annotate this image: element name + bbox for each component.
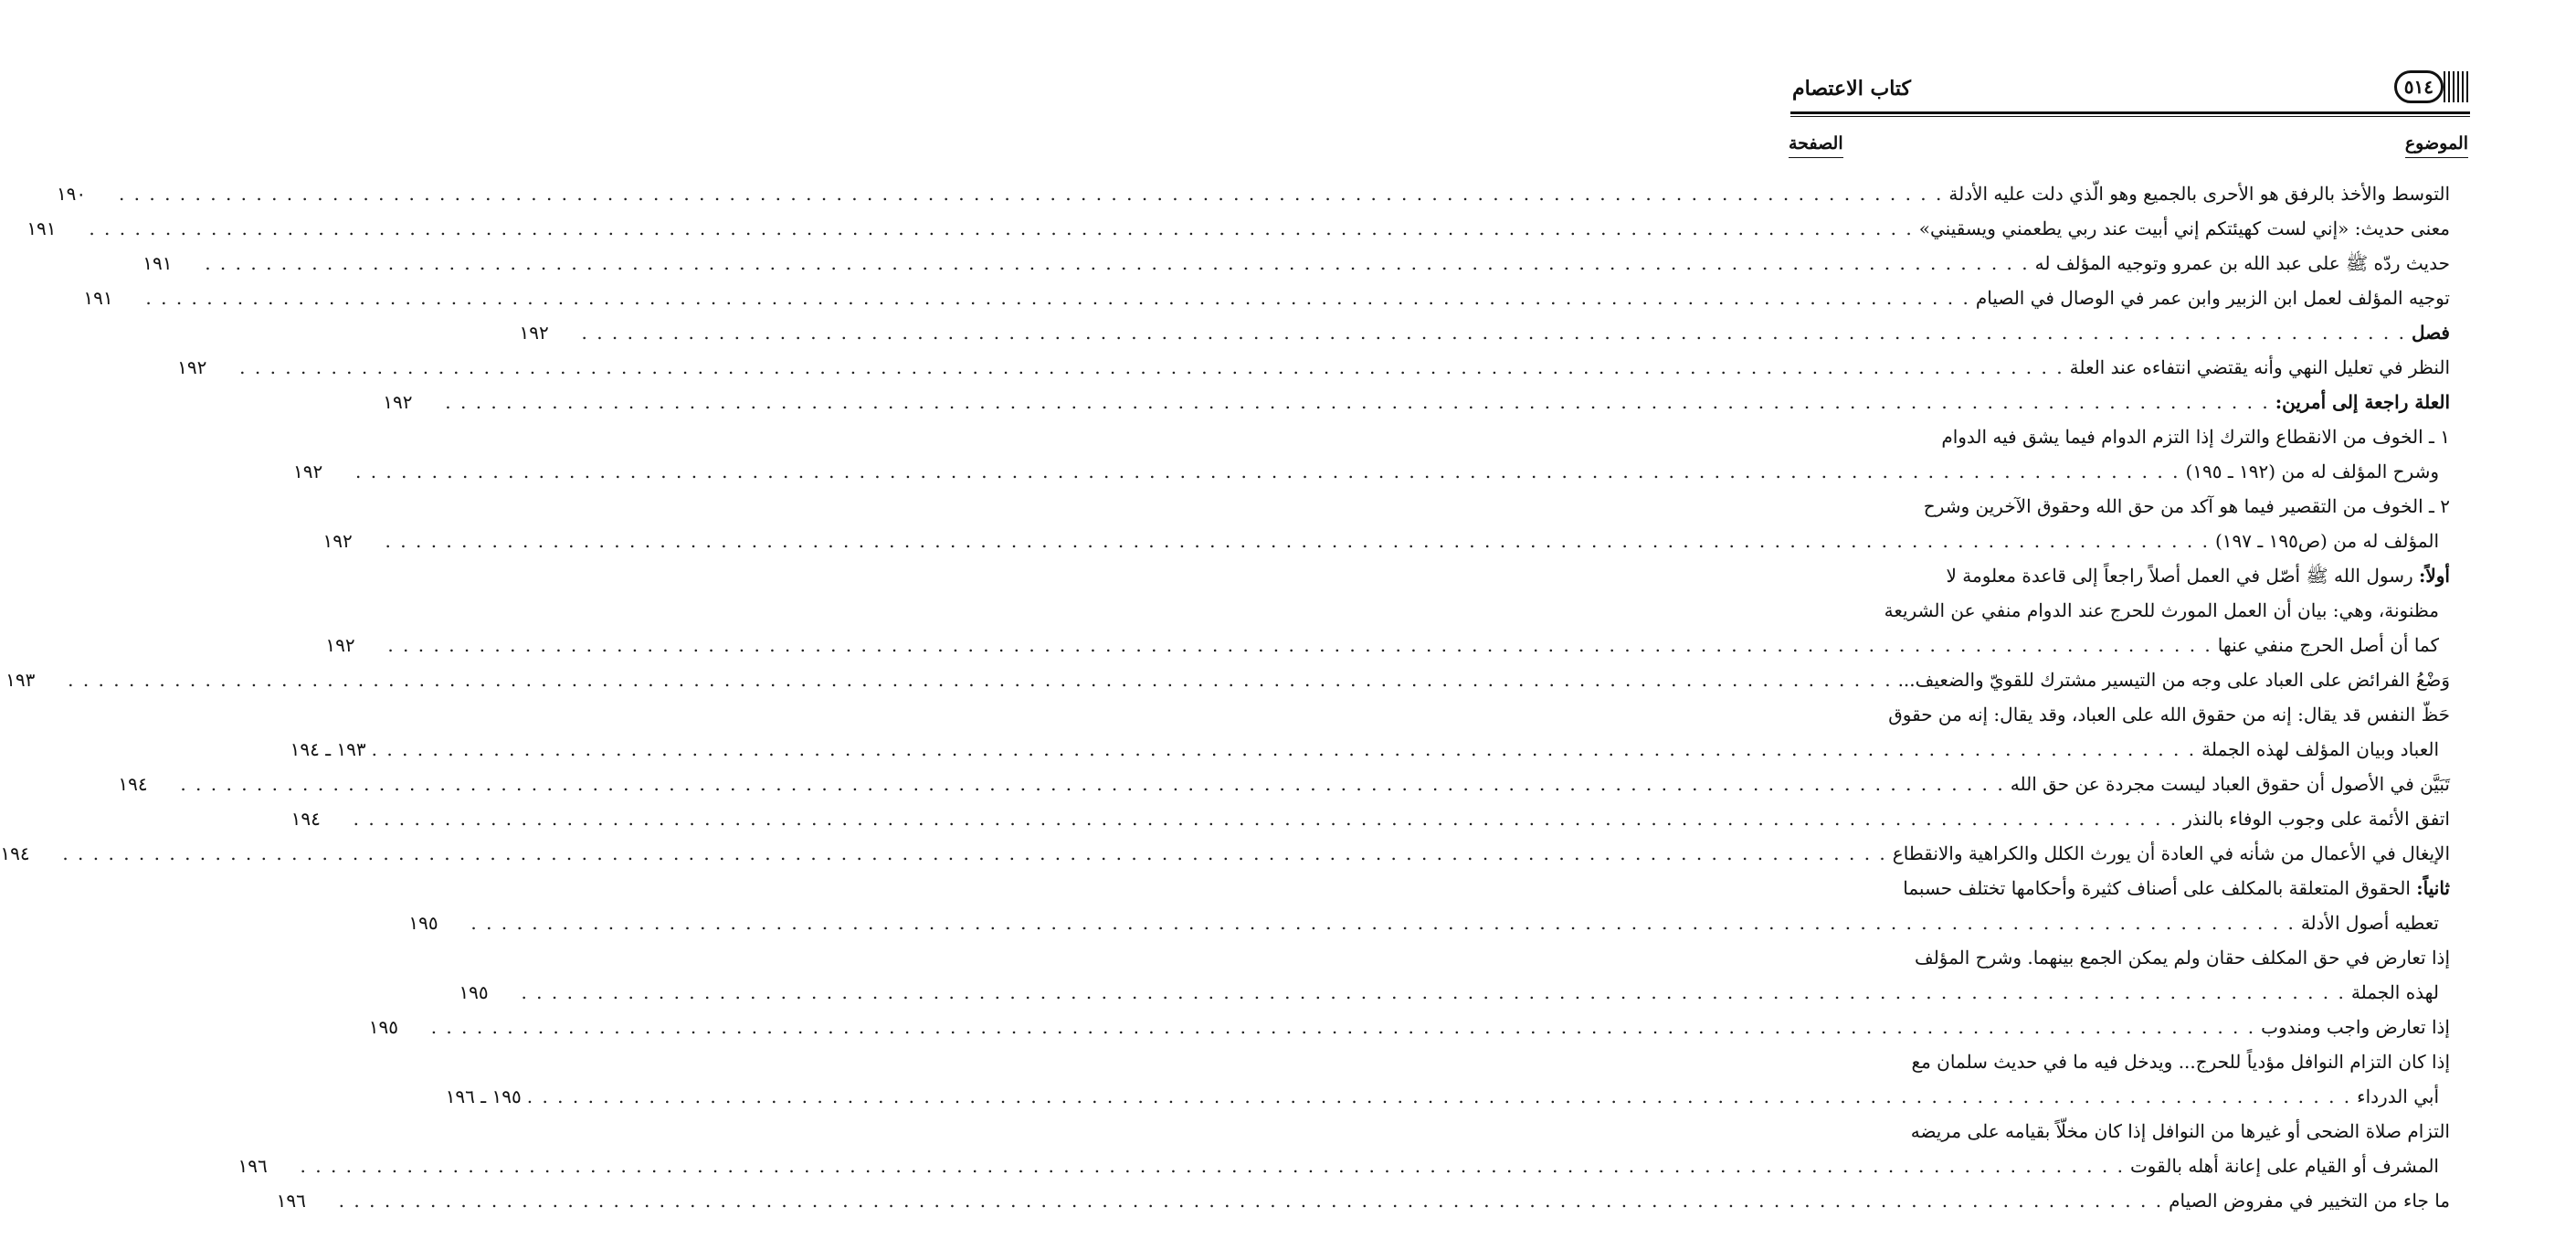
index-entry-line bbox=[26, 211, 2450, 246]
entry-lead-label: ثانياً: bbox=[2416, 877, 2450, 899]
entry-title: التوسط والأخذ بالرفق هو الأحرى بالجميع وهو الّذي دلت عليه الأدلة bbox=[1948, 183, 2450, 205]
header-rule bbox=[1790, 111, 2470, 114]
entry-page-number: ١٩٦ bbox=[238, 1155, 268, 1177]
entry-page-number: ١٩٠ bbox=[56, 183, 87, 205]
entry-page-number: ١٩١ bbox=[143, 252, 173, 274]
dot-leader: . . . . . . . . . . . . . . . . . . . . . . . . . . . . . . . . . . . . . . . . . . . . . . . . . . . . . . . . . . . . . . . . . . . . . . . . . . . . . . . . . . . . . . . . . . . . . . . . . . . . . . . . . . . . . . . . . . . . . . . . bbox=[371, 738, 2197, 760]
entry-text bbox=[2351, 975, 2439, 1010]
ornament-bars-icon bbox=[2444, 71, 2468, 102]
entry-text bbox=[2261, 1010, 2450, 1044]
index-entry-line bbox=[519, 315, 2450, 350]
index-list bbox=[0, 176, 2450, 1218]
entry-title: المؤلف له من (ص١٩٥ ـ ١٩٧) bbox=[2214, 530, 2439, 552]
entry-text bbox=[1903, 871, 2450, 905]
entry-title: وَضْعُ الفرائض على العباد على وجه من التيسير مشترك للقويّ والضعيف... bbox=[1897, 669, 2450, 691]
index-entry-line bbox=[56, 176, 2450, 211]
entry-text bbox=[2035, 246, 2450, 281]
entry-page-number: ١٩٢ bbox=[293, 461, 323, 482]
page-number: ٥١٤ bbox=[2394, 70, 2444, 103]
entry-text bbox=[1919, 211, 2450, 246]
entry-title: معنى حديث: «إني لست كهيئتكم إني أبيت عند ربي يطعمني ويسقيني» bbox=[1918, 217, 2450, 239]
entry-title: المشرف أو القيام على إعانة أهله بالقوت bbox=[2129, 1155, 2439, 1177]
entry-page-number: ١٩٢ bbox=[519, 322, 549, 344]
entry-title: توجيه المؤلف لعمل ابن الزبير وابن عمر في الوصال في الصيام bbox=[1975, 287, 2450, 309]
entry-text bbox=[1915, 940, 2450, 975]
entry-page-number: ١٩١ bbox=[26, 217, 57, 239]
index-entry-line bbox=[445, 1079, 2450, 1114]
running-header-title: كتاب الاعتصام bbox=[1792, 77, 1912, 101]
column-header-page: الصفحة bbox=[1789, 133, 1843, 158]
dot-leader: . . . . . . . . . . . . . . . . . . . . . . . . . . . . . . . . . . . . . . . . . . . . . . . . . . . . . . . . . . . . . . . . . . . . . . . . . . . . . . . . . . . . . . . . . . . . . . . . . . . . . . . . . . . . . . . . . . . . . . . . bbox=[385, 530, 2210, 552]
index-entry-line bbox=[368, 1010, 2450, 1044]
index-entry-line bbox=[408, 905, 2450, 940]
entry-title: إذا كان التزام النوافل مؤدياً للحرج... ويدخل فيه ما في حديث سلمان مع bbox=[1911, 1051, 2450, 1073]
entry-text bbox=[2412, 315, 2450, 350]
dot-leader: . . . . . . . . . . . . . . . . . . . . . . . . . . . . . . . . . . . . . . . . . . . . . . . . . . . . . . . . . . . . . . . . . . . . . . . . . . . . . . . . . . . . . . . . . . . . . . . . . . . . . . . . . . . . . . . . . . . . . . . . bbox=[180, 773, 2005, 795]
entry-title: الإيغال في الأعمال من شأنه في العادة أن يورث الكلل والكراهية والانقطاع bbox=[1892, 842, 2450, 864]
entry-text bbox=[1976, 281, 2450, 315]
entry-text bbox=[1924, 489, 2450, 524]
entry-title: ١ ـ الخوف من الانقطاع والترك إذا التزم الدوام فيما يشق فيه الدوام bbox=[1941, 426, 2450, 448]
index-entry-line bbox=[383, 385, 2450, 419]
index-entry-line bbox=[322, 524, 2450, 558]
entry-text bbox=[2183, 801, 2450, 836]
index-entry-line bbox=[143, 246, 2450, 281]
dot-leader: . . . . . . . . . . . . . . . . . . . . . . . . . . . . . . . . . . . . . . . . . . . . . . . . . . . . . . . . . . . . . . . . . . . . . . . . . . . . . . . . . . . . . . . . . . . . . . . . . . . . . . . . . . . . . . . . . . . . . . . . bbox=[239, 356, 2064, 378]
entry-page-number: ١٩١ bbox=[83, 287, 113, 309]
entry-title: مظنونة، وهي: بيان أن العمل المورث للحرج عند الدوام منفي عن الشريعة bbox=[1884, 599, 2439, 621]
dot-leader: . . . . . . . . . . . . . . . . . . . . . . . . . . . . . . . . . . . . . . . . . . . . . . . . . . . . . . . . . . . . . . . . . . . . . . . . . . . . . . . . . . . . . . . . . . . . . . . . . . . . . . . . . . . . . . . . . . . . . . . . bbox=[581, 322, 2406, 344]
dot-leader: . . . . . . . . . . . . . . . . . . . . . . . . . . . . . . . . . . . . . . . . . . . . . . . . . . . . . . . . . . . . . . . . . . . . . . . . . . . . . . . . . . . . . . . . . . . . . . . . . . . . . . . . . . . . . . . . . . . . . . . . bbox=[526, 1085, 2352, 1107]
entry-page-number: ١٩٥ bbox=[459, 981, 489, 1003]
dot-leader: . . . . . . . . . . . . . . . . . . . . . . . . . . . . . . . . . . . . . . . . . . . . . . . . . . . . . . . . . . . . . . . . . . . . . . . . . . . . . . . . . . . . . . . . . . . . . . . . . . . . . . . . . . . . . . . . . . . . . . . . bbox=[205, 252, 2030, 274]
index-entry bbox=[5, 662, 2450, 697]
entry-text bbox=[1884, 593, 2439, 628]
dot-leader: . . . . . . . . . . . . . . . . . . . . . . . . . . . . . . . . . . . . . . . . . . . . . . . . . . . . . . . . . . . . . . . . . . . . . . . . . . . . . . . . . . . . . . . . . . . . . . . . . . . . . . . . . . . . . . . . . . . . . . . . bbox=[68, 669, 1893, 691]
entry-title: النظر في تعليل النهي وأنه يقتضي انتفاءه عند العلة bbox=[2069, 356, 2450, 378]
index-entry bbox=[118, 767, 2450, 801]
entry-text bbox=[2301, 905, 2439, 940]
entry-title: العباد وبيان المؤلف لهذه الجملة bbox=[2201, 738, 2439, 760]
index-entry-line bbox=[325, 628, 2450, 662]
entry-page-number: ١٩٢ bbox=[325, 634, 355, 656]
entry-title: رسول الله ﷺ أصّل في العمل أصلاً راجعاً إلى قاعدة معلومة لا bbox=[1946, 565, 2413, 587]
index-entry-line bbox=[1811, 940, 2450, 975]
entry-page-number: ١٩٤ bbox=[118, 773, 148, 795]
entry-title: اتفق الأئمة على وجوب الوفاء بالنذر bbox=[2183, 808, 2450, 830]
index-entry-line bbox=[290, 801, 2450, 836]
entry-title: التزام صلاة الضحى أو غيرها من النوافل إذا كان مخلّاً بقيامه على مريضه bbox=[1910, 1120, 2450, 1142]
index-entry-line bbox=[293, 454, 2450, 489]
entry-text bbox=[2011, 767, 2450, 801]
index-entry bbox=[83, 281, 2450, 315]
index-entry-line bbox=[1811, 419, 2450, 454]
index-entry-line bbox=[83, 281, 2450, 315]
dot-leader: . . . . . . . . . . . . . . . . . . . . . . . . . . . . . . . . . . . . . . . . . . . . . . . . . . . . . . . . . . . . . . . . . . . . . . . . . . . . . . . . . . . . . . . . . . . . . . . . . . . . . . . . . . . . . . . . . . . . . . . . bbox=[445, 391, 2270, 413]
entry-title: لهذه الجملة bbox=[2350, 981, 2439, 1003]
entry-lead-label: أولاً: bbox=[2418, 565, 2450, 587]
index-entry bbox=[383, 385, 2450, 419]
entry-page-number: ١٩٥ ـ ١٩٦ bbox=[445, 1085, 522, 1107]
index-entry-line bbox=[238, 1149, 2450, 1183]
index-entry bbox=[408, 871, 2450, 940]
entry-page-number: ١٩٥ bbox=[408, 912, 438, 934]
dot-leader: . . . . . . . . . . . . . . . . . . . . . . . . . . . . . . . . . . . . . . . . . . . . . . . . . . . . . . . . . . . . . . . . . . . . . . . . . . . . . . . . . . . . . . . . . . . . . . . . . . . . . . . . . . . . . . . . . . . . . . . . bbox=[470, 912, 2296, 934]
index-entry bbox=[177, 350, 2450, 385]
dot-leader: . . . . . . . . . . . . . . . . . . . . . . . . . . . . . . . . . . . . . . . . . . . . . . . . . . . . . . . . . . . . . . . . . . . . . . . . . . . . . . . . . . . . . . . . . . . . . . . . . . . . . . . . . . . . . . . . . . . . . . . . bbox=[89, 217, 1914, 239]
entry-page-number: ١٩٢ bbox=[322, 530, 353, 552]
index-entry-line bbox=[276, 1183, 2450, 1218]
entry-text bbox=[2070, 350, 2450, 385]
index-entry-line bbox=[290, 732, 2450, 767]
entry-text bbox=[1948, 176, 2450, 211]
dot-leader: . . . . . . . . . . . . . . . . . . . . . . . . . . . . . . . . . . . . . . . . . . . . . . . . . . . . . . . . . . . . . . . . . . . . . . . . . . . . . . . . . . . . . . . . . . . . . . . . . . . . . . . . . . . . . . . . . . . . . . . . bbox=[300, 1155, 2125, 1177]
index-entry bbox=[143, 246, 2450, 281]
dot-leader: . . . . . . . . . . . . . . . . . . . . . . . . . . . . . . . . . . . . . . . . . . . . . . . . . . . . . . . . . . . . . . . . . . . . . . . . . . . . . . . . . . . . . . . . . . . . . . . . . . . . . . . . . . . . . . . . . . . . . . . . bbox=[62, 842, 1887, 864]
index-entry bbox=[368, 1010, 2450, 1044]
index-entry-line bbox=[5, 662, 2450, 697]
entry-text bbox=[1947, 558, 2451, 593]
entry-title: كما أن أصل الحرج منفي عنها bbox=[2217, 634, 2439, 656]
dot-leader: . . . . . . . . . . . . . . . . . . . . . . . . . . . . . . . . . . . . . . . . . . . . . . . . . . . . . . . . . . . . . . . . . . . . . . . . . . . . . . . . . . . . . . . . . . . . . . . . . . . . . . . . . . . . . . . . . . . . . . . . bbox=[118, 183, 1944, 205]
entry-page-number: ١٩٣ bbox=[5, 669, 36, 691]
index-entry bbox=[238, 1114, 2450, 1183]
index-entry bbox=[26, 211, 2450, 246]
dot-leader: . . . . . . . . . . . . . . . . . . . . . . . . . . . . . . . . . . . . . . . . . . . . . . . . . . . . . . . . . . . . . . . . . . . . . . . . . . . . . . . . . . . . . . . . . . . . . . . . . . . . . . . . . . . . . . . . . . . . . . . . bbox=[355, 461, 2180, 482]
entry-title: العلة راجعة إلى أمرين: bbox=[2275, 391, 2450, 413]
index-entry bbox=[322, 489, 2450, 558]
index-entry-line bbox=[1811, 593, 2450, 628]
entry-title: فصل bbox=[2411, 322, 2450, 344]
index-entry bbox=[325, 558, 2450, 662]
entry-text bbox=[1941, 419, 2450, 454]
dot-leader: . . . . . . . . . . . . . . . . . . . . . . . . . . . . . . . . . . . . . . . . . . . . . . . . . . . . . . . . . . . . . . . . . . . . . . . . . . . . . . . . . . . . . . . . . . . . . . . . . . . . . . . . . . . . . . . . . . . . . . . . bbox=[338, 1190, 2164, 1212]
entry-text bbox=[1893, 836, 2450, 871]
dot-leader: . . . . . . . . . . . . . . . . . . . . . . . . . . . . . . . . . . . . . . . . . . . . . . . . . . . . . . . . . . . . . . . . . . . . . . . . . . . . . . . . . . . . . . . . . . . . . . . . . . . . . . . . . . . . . . . . . . . . . . . . bbox=[430, 1016, 2256, 1038]
index-entry-line bbox=[177, 350, 2450, 385]
index-entry bbox=[519, 315, 2450, 350]
column-header-topic: الموضوع bbox=[2405, 133, 2468, 158]
entry-title: تَبَيَّن في الأصول أن حقوق العباد ليست مجردة عن حق الله bbox=[2010, 773, 2450, 795]
entry-title: ما جاء من التخيير في مفروض الصيام bbox=[2169, 1190, 2450, 1212]
entry-page-number: ١٩٢ bbox=[383, 391, 413, 413]
entry-page-number: ١٩٤ bbox=[0, 842, 30, 864]
index-entry-line bbox=[1811, 558, 2450, 593]
entry-text bbox=[2275, 385, 2450, 419]
entry-page-number: ١٩٦ bbox=[276, 1190, 306, 1212]
entry-title: أبي الدرداء bbox=[2357, 1085, 2439, 1107]
entry-title: وشرح المؤلف له من (١٩٢ ـ ١٩٥) bbox=[2185, 461, 2439, 482]
index-entry-line bbox=[0, 836, 2450, 871]
entry-title: ٢ ـ الخوف من التقصير فيما هو آكد من حق الله وحقوق الآخرين وشرح bbox=[1923, 495, 2450, 517]
index-entry-line bbox=[1811, 697, 2450, 732]
entry-page-number: ١٩٢ bbox=[177, 356, 207, 378]
entry-text bbox=[2130, 1149, 2439, 1183]
index-entry bbox=[290, 697, 2450, 767]
index-entry bbox=[0, 836, 2450, 871]
entry-title: إذا تعارض واجب ومندوب bbox=[2261, 1016, 2450, 1038]
entry-text bbox=[2201, 732, 2439, 767]
index-entry bbox=[276, 1183, 2450, 1218]
dot-leader: . . . . . . . . . . . . . . . . . . . . . . . . . . . . . . . . . . . . . . . . . . . . . . . . . . . . . . . . . . . . . . . . . . . . . . . . . . . . . . . . . . . . . . . . . . . . . . . . . . . . . . . . . . . . . . . . . . . . . . . . bbox=[353, 808, 2179, 830]
index-entry-line bbox=[1811, 489, 2450, 524]
index-entry bbox=[459, 940, 2450, 1010]
entry-title: حَظّ النفس قد يقال: إنه من حقوق الله على العباد، وقد يقال: إنه من حقوق bbox=[1888, 704, 2450, 725]
entry-title: إذا تعارض في حق المكلف حقان ولم يمكن الجمع بينهما. وشرح المؤلف bbox=[1914, 947, 2450, 969]
index-entry-line bbox=[1811, 871, 2450, 905]
index-entry-line bbox=[1811, 1044, 2450, 1079]
dot-leader: . . . . . . . . . . . . . . . . . . . . . . . . . . . . . . . . . . . . . . . . . . . . . . . . . . . . . . . . . . . . . . . . . . . . . . . . . . . . . . . . . . . . . . . . . . . . . . . . . . . . . . . . . . . . . . . . . . . . . . . . bbox=[145, 287, 1970, 309]
index-entry bbox=[56, 176, 2450, 211]
index-entry-line bbox=[459, 975, 2450, 1010]
entry-text bbox=[2215, 524, 2439, 558]
index-entry bbox=[445, 1044, 2450, 1114]
header-rule-thin bbox=[1790, 116, 2470, 117]
entry-text bbox=[2185, 454, 2439, 489]
index-entry-line bbox=[118, 767, 2450, 801]
page-number-badge bbox=[2384, 68, 2468, 106]
entry-text bbox=[2169, 1183, 2450, 1218]
entry-title: حديث ردّه ﷺ على عبد الله بن عمرو وتوجيه المؤلف له bbox=[2034, 252, 2450, 274]
entry-text bbox=[2357, 1079, 2439, 1114]
entry-page-number: ١٩٤ bbox=[290, 808, 321, 830]
entry-text bbox=[1911, 1114, 2450, 1149]
dot-leader: . . . . . . . . . . . . . . . . . . . . . . . . . . . . . . . . . . . . . . . . . . . . . . . . . . . . . . . . . . . . . . . . . . . . . . . . . . . . . . . . . . . . . . . . . . . . . . . . . . . . . . . . . . . . . . . . . . . . . . . . bbox=[521, 981, 2346, 1003]
entry-page-number: ١٩٥ bbox=[368, 1016, 398, 1038]
entry-page-number: ١٩٣ ـ ١٩٤ bbox=[290, 738, 366, 760]
index-entry-line bbox=[1811, 1114, 2450, 1149]
entry-text bbox=[1911, 1044, 2450, 1079]
entry-text bbox=[2218, 628, 2439, 662]
entry-title: الحقوق المتعلقة بالمكلف على أصناف كثيرة وأحكامها تختلف حسبما bbox=[1903, 877, 2411, 899]
entry-text bbox=[1898, 662, 2450, 697]
entry-title: تعطيه أصول الأدلة bbox=[2300, 912, 2439, 934]
entry-text bbox=[1888, 697, 2450, 732]
index-entry bbox=[290, 801, 2450, 836]
index-entry bbox=[293, 419, 2450, 489]
dot-leader: . . . . . . . . . . . . . . . . . . . . . . . . . . . . . . . . . . . . . . . . . . . . . . . . . . . . . . . . . . . . . . . . . . . . . . . . . . . . . . . . . . . . . . . . . . . . . . . . . . . . . . . . . . . . . . . . . . . . . . . . bbox=[387, 634, 2212, 656]
